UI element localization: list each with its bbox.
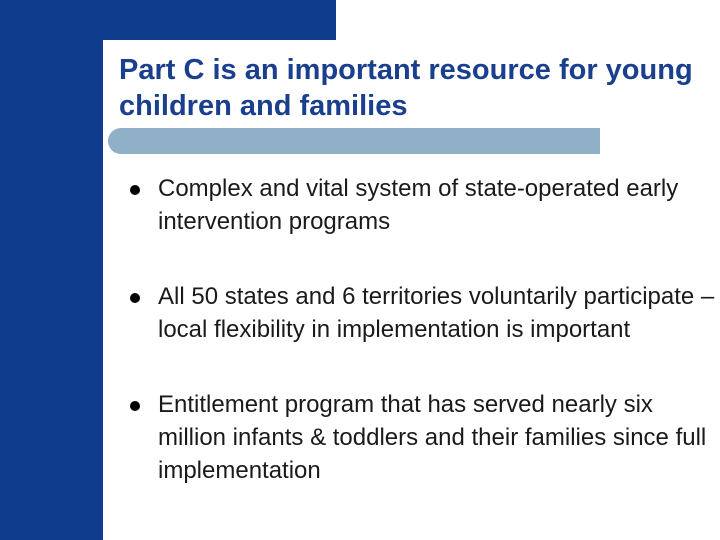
bullet-list: [126, 172, 716, 529]
bullet-text-1: Complex and vital system of state-operated early intervention programs: [158, 175, 679, 235]
bullet-text-2: All 50 states and 6 territories voluntarily participate – local flexibility in implementation is important: [158, 283, 715, 343]
title-underline-bar: [108, 128, 600, 154]
top-blue-band: [103, 0, 336, 40]
bullet-item-2: [126, 280, 716, 346]
bullet-point-icon: [130, 185, 140, 195]
bullet-text-3: Entitlement program that has served nearly six million infants & toddlers and their families since full implementation: [158, 391, 707, 484]
bullet-point-icon: [130, 401, 140, 411]
bullet-item-1: [126, 172, 716, 238]
bullet-item-3: [126, 388, 716, 487]
slide-title: Part C is an important resource for young children and families: [119, 54, 693, 122]
left-blue-band: [0, 0, 103, 540]
bullet-point-icon: [130, 293, 140, 303]
